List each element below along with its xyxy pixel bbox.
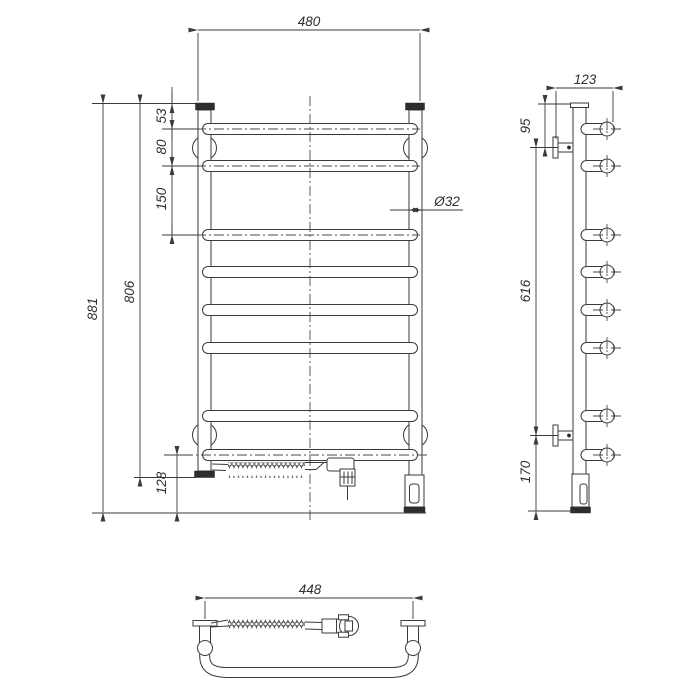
- dim-bracket-span-bottom: [205, 582, 413, 619]
- side-view: [553, 103, 622, 513]
- control-box-front: [404, 475, 425, 513]
- dim-tube-diameter-label: Ø32: [434, 194, 460, 209]
- dim-top-bracket: [518, 104, 571, 148]
- side-wall-brackets: [553, 137, 573, 446]
- coil-bottom: [228, 618, 305, 633]
- dim-pitch-large-label: 150: [154, 187, 169, 211]
- plug-front: [327, 458, 355, 500]
- bottom-cable: [211, 615, 359, 637]
- dim-bottom-bracket: [518, 436, 574, 511]
- bottom-rung-tube: [205, 650, 414, 673]
- dim-overall-height-label: 881: [85, 297, 100, 321]
- dim-collector-length: [122, 104, 196, 478]
- heating-cable: [212, 458, 355, 500]
- dim-bottom-offset-label: 128: [154, 471, 169, 495]
- front-view: [183, 96, 430, 523]
- dim-tube-diameter: [390, 194, 463, 210]
- dim-bracket-span-bottom-label: 448: [298, 582, 322, 597]
- control-box-side: [571, 474, 591, 513]
- dim-depth-label: 123: [573, 72, 597, 87]
- dimensions: [85, 14, 613, 619]
- dim-top-bracket-label: 95: [518, 118, 533, 134]
- dim-bottom-bracket-label: 170: [518, 460, 533, 484]
- side-top-cap: [571, 103, 589, 108]
- dim-collector-length-label: 806: [122, 280, 137, 304]
- dim-overall-width-label: 480: [297, 14, 321, 29]
- coil-front: [228, 462, 305, 477]
- dim-rung-chain: [154, 87, 199, 235]
- dim-pitch-small-label: 80: [154, 139, 169, 155]
- bottom-view: [193, 615, 425, 673]
- dim-overall-width: [198, 14, 420, 101]
- dim-bracket-span-side: [518, 148, 558, 436]
- side-rung-ends: [581, 118, 622, 466]
- dim-bottom-offset: [154, 455, 192, 512]
- dim-bracket-span-side-label: 616: [518, 279, 533, 303]
- dim-top-offset-label: 53: [154, 108, 169, 124]
- plug-bottom: [322, 615, 359, 637]
